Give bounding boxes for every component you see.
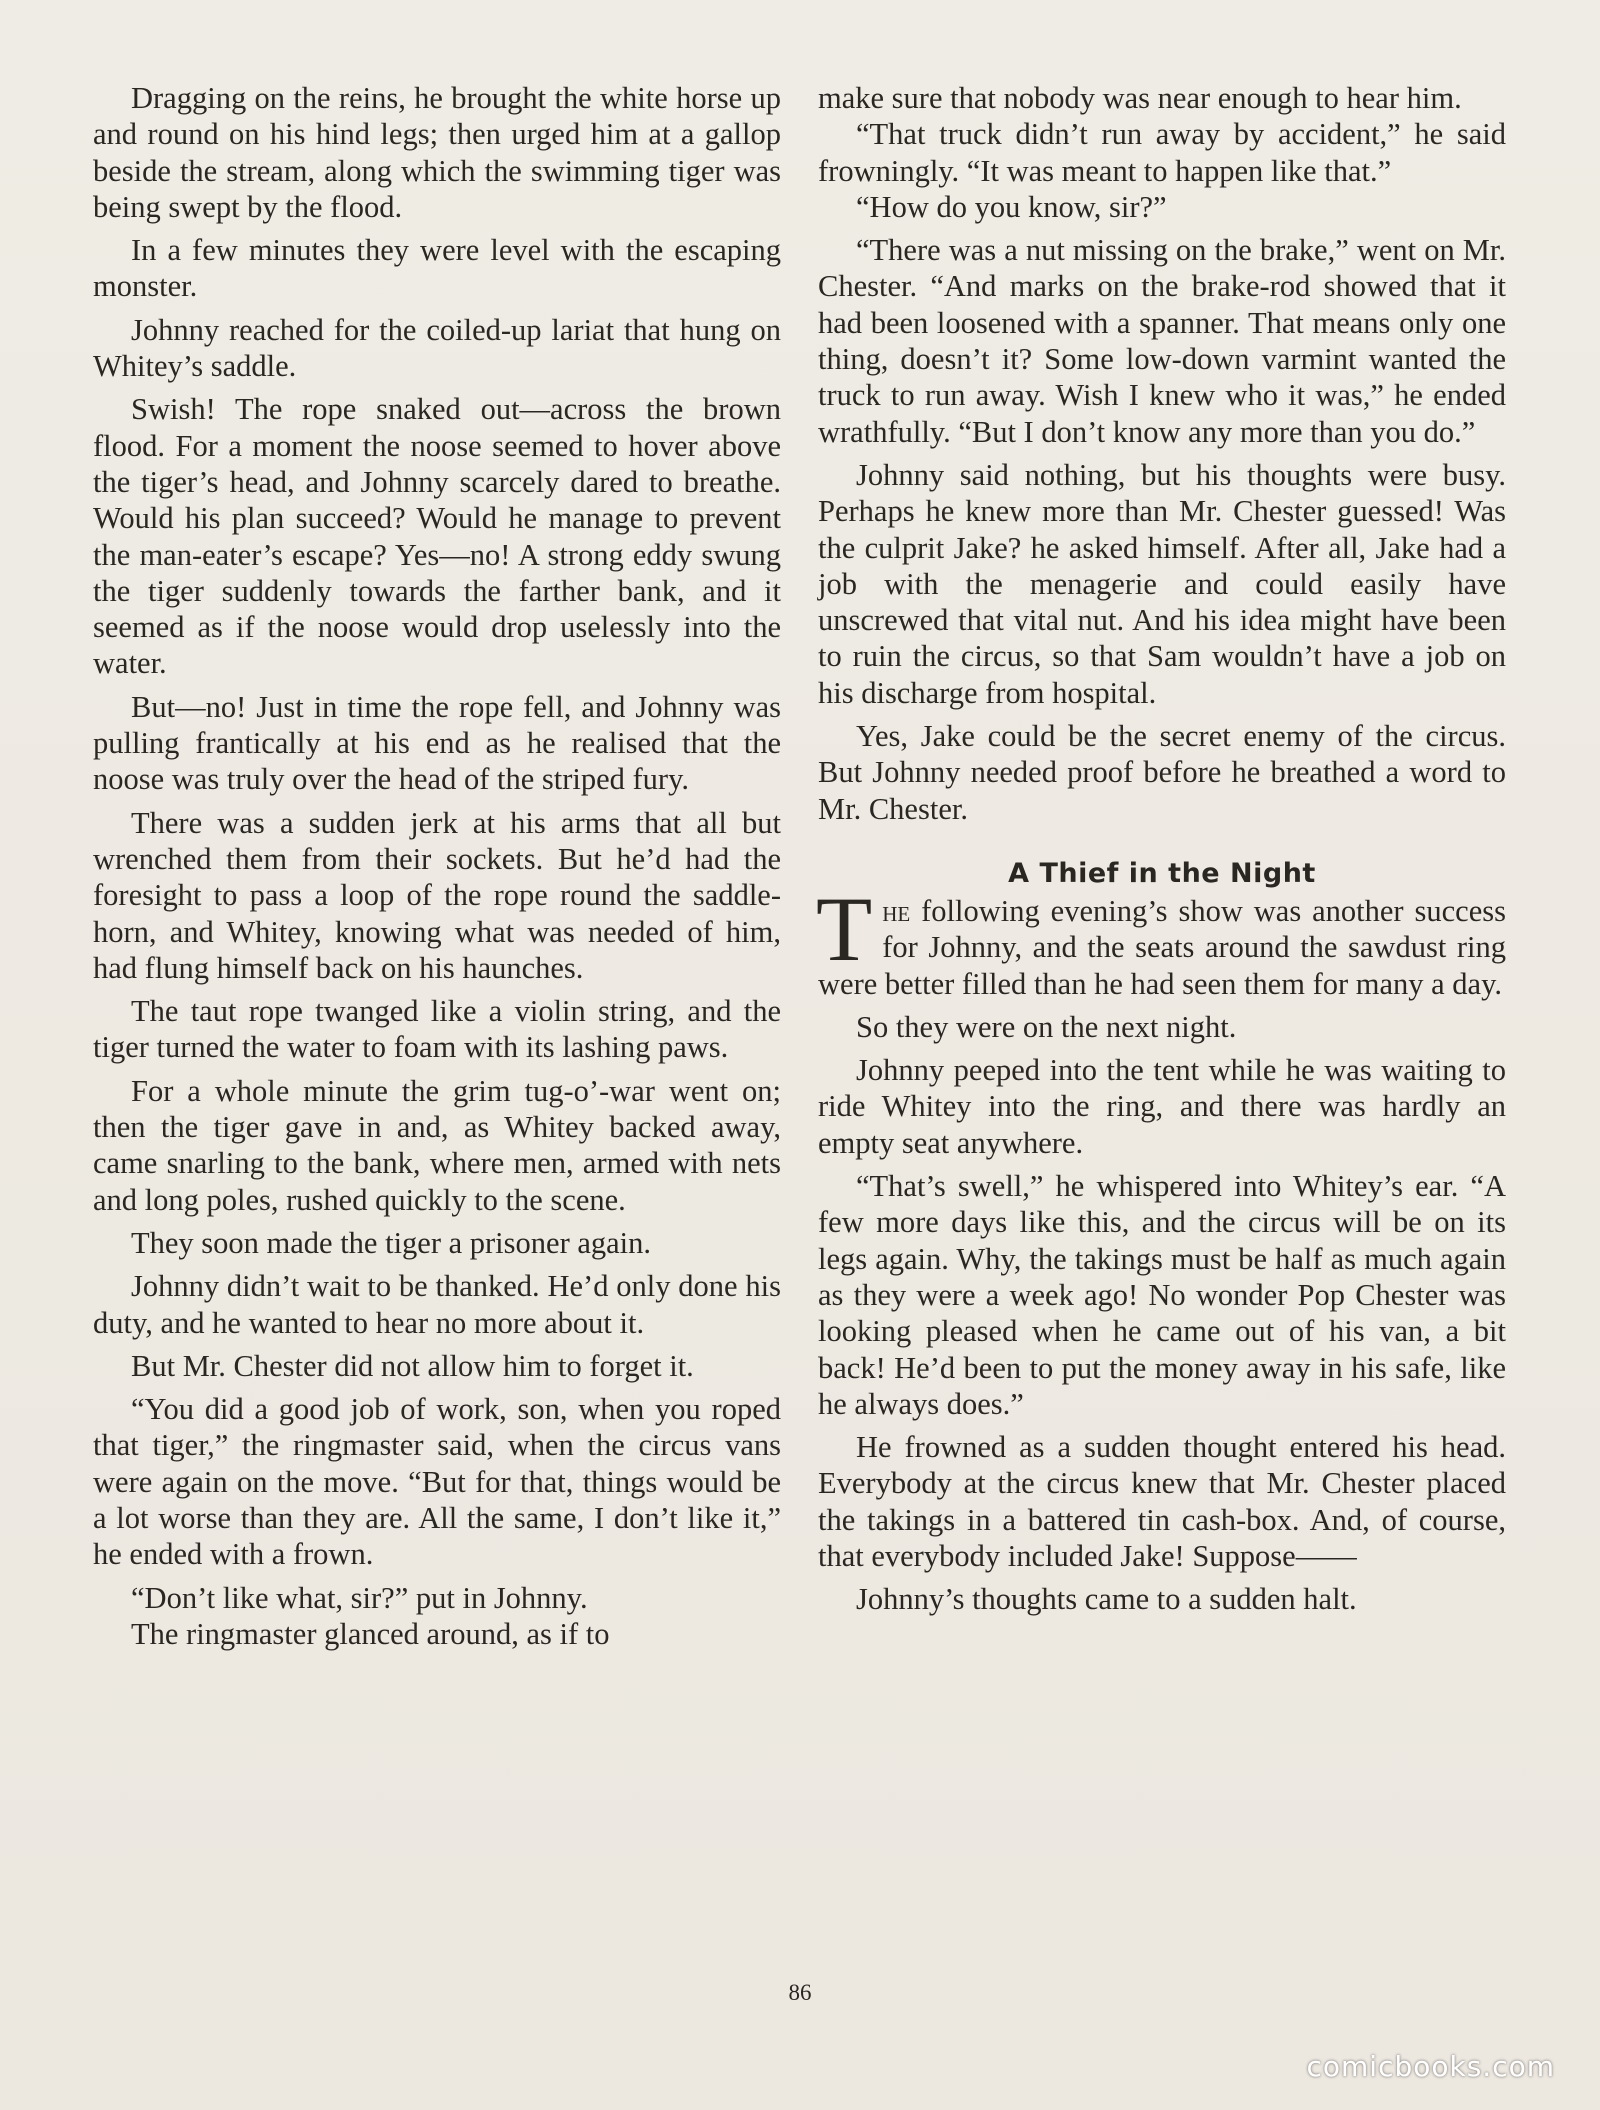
paragraph: “That truck didn’t run away by accident,” he said frowningly. “It was meant to happen like that.” [818,117,1506,188]
paragraph: But Mr. Chester did not allow him to forget it. [131,1348,694,1383]
drop-cap: T [816,877,873,980]
paragraph: “That’s swell,” he whispered into Whitey’s ear. “A few more days like this, and the circus will be on its legs again. Why, the takings must be half as much again as they were a week ago! No wonder Pop Chester was looking pleased when he came out of his van, a bit back! He’d been to put the money away in his safe, like he always does.” [818,1169,1506,1421]
paragraph: In a few minutes they were level with the escaping monster. [93,233,781,304]
paragraph: Johnny said nothing, but his thoughts were busy. Perhaps he knew more than Mr. Chester guessed! Was the culprit Jake? he asked himself. After all, Jake had a job with the menagerie and could easily have unscrewed that vital nut. And his idea might have been to ruin the circus, so that Sam wouldn’t have a job on his discharge from hospital. [818,457,1506,710]
watermark: comicbooks.com [1306,2050,1555,2083]
paragraph: Johnny reached for the coiled-up lariat that hung on Whitey’s saddle. [93,312,781,384]
section-heading: A Thief in the Night [1008,857,1316,889]
paragraph: “You did a good job of work, son, when you roped that tiger,” the ringmaster said, when the circus vans were again on the move. “But for that, things would be a lot worse than they are. All the same, I don’t like it,” he ended with a frown. [93,1392,781,1572]
paragraph: Yes, Jake could be the secret enemy of the circus. But Johnny needed proof before he breathed a word to Mr. Chester. [818,719,1506,826]
drop-cap-smallcaps: he [882,893,911,928]
paragraph: For a whole minute the grim tug-o’-war went on; then the tiger gave in and, as Whitey backed away, came snarling to the bank, where men, armed with nets and long poles, rushed quickly to the scene. [93,1073,781,1217]
paragraph: So they were on the next night. [856,1009,1237,1044]
drop-cap-text: following evening’s show was another success for Johnny, and the seats around the sawdust ring were better filled than he had seen them for many a day. [818,893,1506,1001]
paragraph: But—no! Just in time the rope fell, and Johnny was pulling frantically at his end as he realised that the noose was truly over the head of the striped fury. [93,689,781,797]
paragraph: The ringmaster glanced around, as if to [131,1616,610,1651]
left-column [93,80,781,1652]
paragraph: make sure that nobody was near enough to hear him. [818,81,1462,115]
paragraph: The taut rope twanged like a violin string, and the tiger turned the water to foam with its lashing paws. [93,994,781,1065]
paragraph: They soon made the tiger a prisoner again. [131,1225,652,1260]
paragraph: Johnny’s thoughts came to a sudden halt. [856,1582,1357,1617]
paragraph: Dragging on the reins, he brought the white horse up and round on his hind legs; then urged him at a gallop beside the stream, along which the swimming tiger was being swept by the flood. [93,81,781,224]
paragraph: There was a sudden jerk at his arms that all but wrenched them from their sockets. But he’d had the foresight to pass a loop of the rope round the saddle-horn, and Whitey, knowing what was needed of him, had flung himself back on his haunches. [93,805,781,985]
paragraph: “How do you know, sir?” [856,189,1167,224]
paragraph: He frowned as a sudden thought entered his head. Everybody at the circus knew that Mr. Chester placed the takings in a battered tin cash-box. And, of course, that everybody included Jake! Suppose—— [818,1430,1506,1573]
paragraph: Johnny didn’t wait to be thanked. He’d only done his duty, and he wanted to hear no more about it. [93,1269,781,1340]
right-column [818,80,1506,1618]
paragraph: Swish! The rope snaked out—across the brown flood. For a moment the noose seemed to hover above the tiger’s head, and Johnny scarcely dared to breathe. Would his plan succeed? Would he manage to prevent the man-eater’s escape? Yes—no! A strong eddy swung the tiger suddenly towards the farther bank, and it seemed as if the noose would drop uselessly into the water. [93,392,781,681]
drop-cap-paragraph [816,877,1506,1002]
page-number: 86 [788,1980,812,2005]
paragraph: “There was a nut missing on the brake,” went on Mr. Chester. “And marks on the brake-rod showed that it had been loosened with a spanner. That means only one thing, doesn’t it? Some low-down varmint wanted the truck to run away. Wish I knew who it was,” he ended wrathfully. “But I don’t know any more than you do.” [818,233,1506,449]
paragraph: Johnny peeped into the tent while he was waiting to ride Whitey into the ring, and there was hardly an empty seat anywhere. [818,1053,1506,1160]
paragraph: “Don’t like what, sir?” put in Johnny. [131,1580,588,1615]
